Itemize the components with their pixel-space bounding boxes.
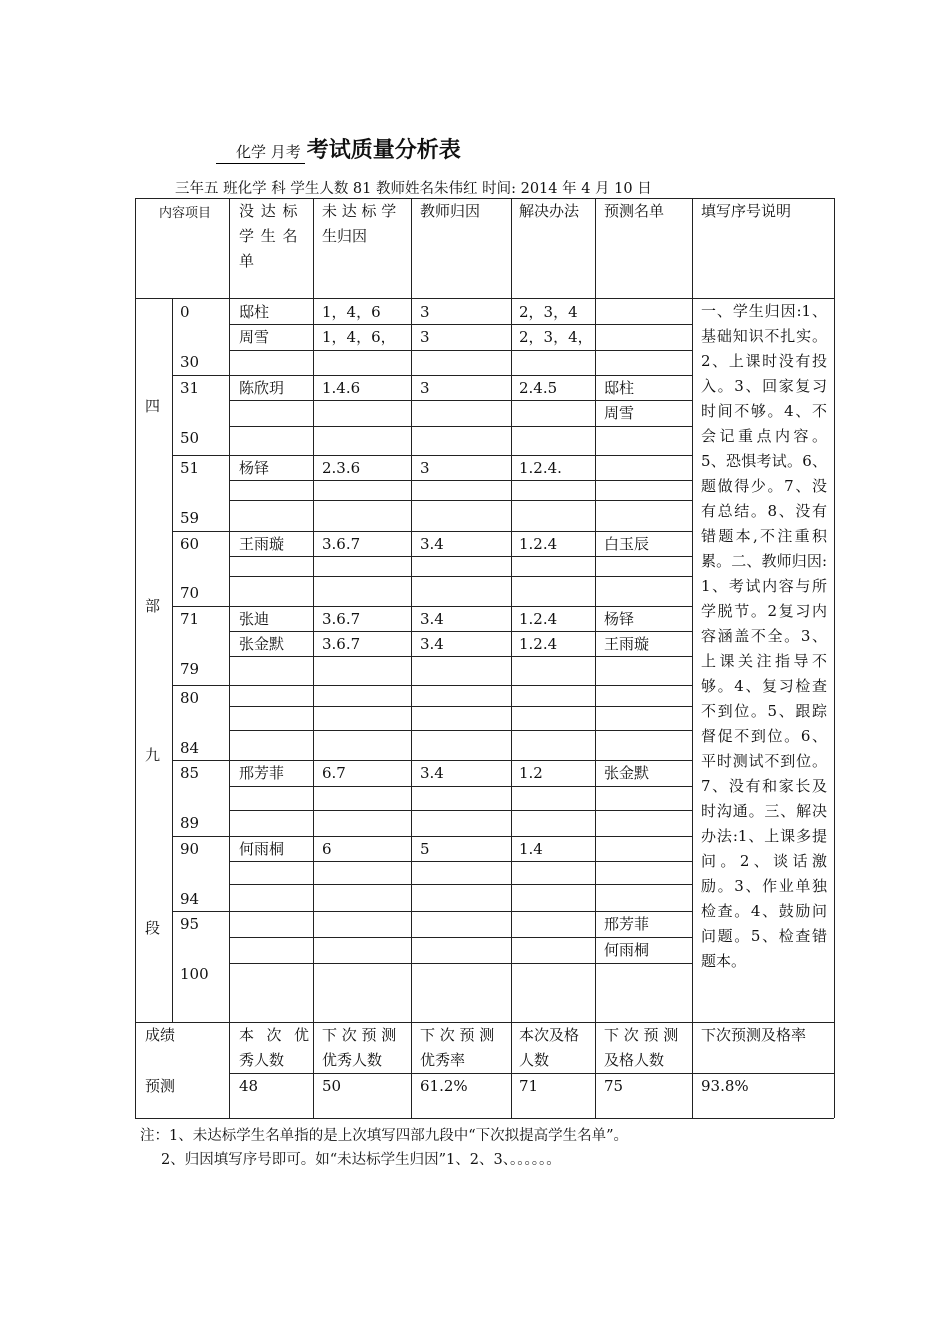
teacher-reason: 5 bbox=[420, 840, 430, 858]
range-start: 51 bbox=[180, 459, 200, 477]
predict-name: 杨铎 bbox=[604, 610, 635, 628]
section-label-char: 部 bbox=[145, 597, 161, 615]
teacher-reason: 3.4 bbox=[420, 610, 444, 628]
score-value: 50 bbox=[322, 1077, 342, 1095]
range-start: 95 bbox=[180, 915, 200, 933]
student-name: 杨铎 bbox=[239, 459, 270, 477]
range-start: 90 bbox=[180, 840, 200, 858]
range-end: 70 bbox=[180, 584, 200, 602]
section-label-char: 段 bbox=[145, 919, 161, 937]
teacher-reason: 3 bbox=[420, 459, 430, 477]
solution: 1.2.4 bbox=[519, 535, 558, 553]
student-name: 张金默 bbox=[239, 635, 285, 653]
predict-name: 邢芳菲 bbox=[604, 915, 650, 933]
student-reason: 2.3.6 bbox=[322, 459, 361, 477]
teacher-reason: 3 bbox=[420, 303, 430, 321]
solution: 2，3，4， bbox=[519, 328, 593, 346]
student-name: 邸柱 bbox=[239, 303, 270, 321]
student-name: 何雨桐 bbox=[239, 840, 285, 858]
solution: 1.4 bbox=[519, 840, 543, 858]
predict-name: 王雨璇 bbox=[604, 635, 650, 653]
student-reason: 1.4.6 bbox=[322, 379, 361, 397]
main-title: 考试质量分析表 bbox=[306, 137, 461, 163]
range-end: 84 bbox=[180, 739, 200, 757]
range-start: 80 bbox=[180, 689, 200, 707]
solution: 1.2.4. bbox=[519, 459, 562, 477]
solution: 2，3，4 bbox=[519, 303, 578, 321]
score-value: 93.8% bbox=[701, 1077, 749, 1095]
range-end: 79 bbox=[180, 660, 200, 678]
explain-text: 一、学生归因:1、基础知识不扎实。2、上课时没有投入。3、回家复习时间不够。4、不会记重点内容。5、恐惧考试。6、题做得少。7、没有总结。8、没有错题本,不注重积累。二、教师归因:1、考试内容与所学脱节。2复习内容涵盖不全。3、上课关注指导不够。4、复习检查不到位。5、跟踪督促不到位。6、平时测试不到位。7、没有和家长及时沟通。三、解决办法:1、上课多提问。2、谈话激励。3、作业单独检查。4、鼓励问问题。5、检查错题本。 bbox=[701, 302, 827, 970]
score-label-bottom: 预测 bbox=[145, 1077, 176, 1095]
student-reason: 6 bbox=[322, 840, 332, 858]
info-line: 三年五 班化学 科 学生人数 81 教师姓名朱伟红 时间: 2014 年 4 月 10 日 bbox=[175, 181, 652, 197]
range-end: 100 bbox=[180, 965, 209, 983]
range-start: 31 bbox=[180, 379, 200, 397]
teacher-reason: 3 bbox=[420, 379, 430, 397]
score-header: 下 次 预 测 优秀率 bbox=[420, 1026, 495, 1069]
student-name: 陈欣玥 bbox=[239, 379, 285, 397]
range-end: 50 bbox=[180, 429, 200, 447]
range-start: 60 bbox=[180, 535, 200, 553]
score-header: 本 次 优 秀人数 bbox=[239, 1026, 309, 1069]
score-value: 71 bbox=[519, 1077, 539, 1095]
section-label-char: 九 bbox=[145, 746, 161, 764]
score-value: 61.2% bbox=[420, 1077, 468, 1095]
section-label-char: 四 bbox=[145, 397, 161, 415]
header-explain: 填写序号说明 bbox=[701, 202, 792, 220]
solution: 2.4.5 bbox=[519, 379, 558, 397]
score-header: 本次及格人数 bbox=[519, 1026, 580, 1069]
range-end: 89 bbox=[180, 814, 200, 832]
predict-name: 周雪 bbox=[604, 404, 635, 422]
score-label-top: 成绩 bbox=[145, 1026, 176, 1044]
predict-name: 张金默 bbox=[604, 764, 650, 782]
student-reason: 3.6.7 bbox=[322, 610, 361, 628]
student-reason: 3.6.7 bbox=[322, 535, 361, 553]
range-end: 59 bbox=[180, 509, 200, 527]
range-end: 94 bbox=[180, 890, 200, 908]
student-reason: 1，4，6 bbox=[322, 303, 381, 321]
subject-label: 化学 月考 bbox=[216, 141, 305, 164]
score-value: 48 bbox=[239, 1077, 259, 1095]
header-no-reach: 没 达 标 学 生 名 单 bbox=[239, 202, 299, 270]
student-name: 王雨璇 bbox=[239, 535, 285, 553]
header-solution: 解决办法 bbox=[519, 202, 580, 220]
header-item: 内容项目 bbox=[159, 206, 212, 221]
teacher-reason: 3.4 bbox=[420, 764, 444, 782]
header-reason: 未 达 标 学 生归因 bbox=[322, 202, 397, 245]
document-title bbox=[216, 133, 461, 164]
range-end: 30 bbox=[180, 353, 200, 371]
predict-name: 邸柱 bbox=[604, 379, 635, 397]
range-start: 71 bbox=[180, 610, 200, 628]
solution: 1.2.4 bbox=[519, 610, 558, 628]
predict-name: 何雨桐 bbox=[604, 941, 650, 959]
teacher-reason: 3.4 bbox=[420, 535, 444, 553]
teacher-reason: 3 bbox=[420, 328, 430, 346]
score-header: 下次预测及格率 bbox=[701, 1026, 807, 1044]
range-start: 0 bbox=[180, 303, 190, 321]
predict-name: 白玉辰 bbox=[604, 535, 650, 553]
student-name: 张迪 bbox=[239, 610, 270, 628]
score-header: 下 次 预 测 及格人数 bbox=[604, 1026, 679, 1069]
student-reason: 1，4，6， bbox=[322, 328, 396, 346]
header-teacher: 教师归因 bbox=[420, 202, 481, 220]
solution: 1.2.4 bbox=[519, 635, 558, 653]
student-reason: 6.7 bbox=[322, 764, 346, 782]
range-start: 85 bbox=[180, 764, 200, 782]
score-value: 75 bbox=[604, 1077, 624, 1095]
note-line: 2、归因填写序号即可。如“未达标学生归因”1、2、3、。。。。。。 bbox=[161, 1152, 561, 1168]
student-name: 邢芳菲 bbox=[239, 764, 285, 782]
student-reason: 3.6.7 bbox=[322, 635, 361, 653]
score-header: 下 次 预 测 优秀人数 bbox=[322, 1026, 397, 1069]
teacher-reason: 3.4 bbox=[420, 635, 444, 653]
student-name: 周雪 bbox=[239, 328, 270, 346]
solution: 1.2 bbox=[519, 764, 543, 782]
note-line: 注：1、未达标学生名单指的是上次填写四部九段中“下次拟提高学生名单”。 bbox=[140, 1128, 629, 1144]
header-predict: 预测名单 bbox=[604, 202, 665, 220]
